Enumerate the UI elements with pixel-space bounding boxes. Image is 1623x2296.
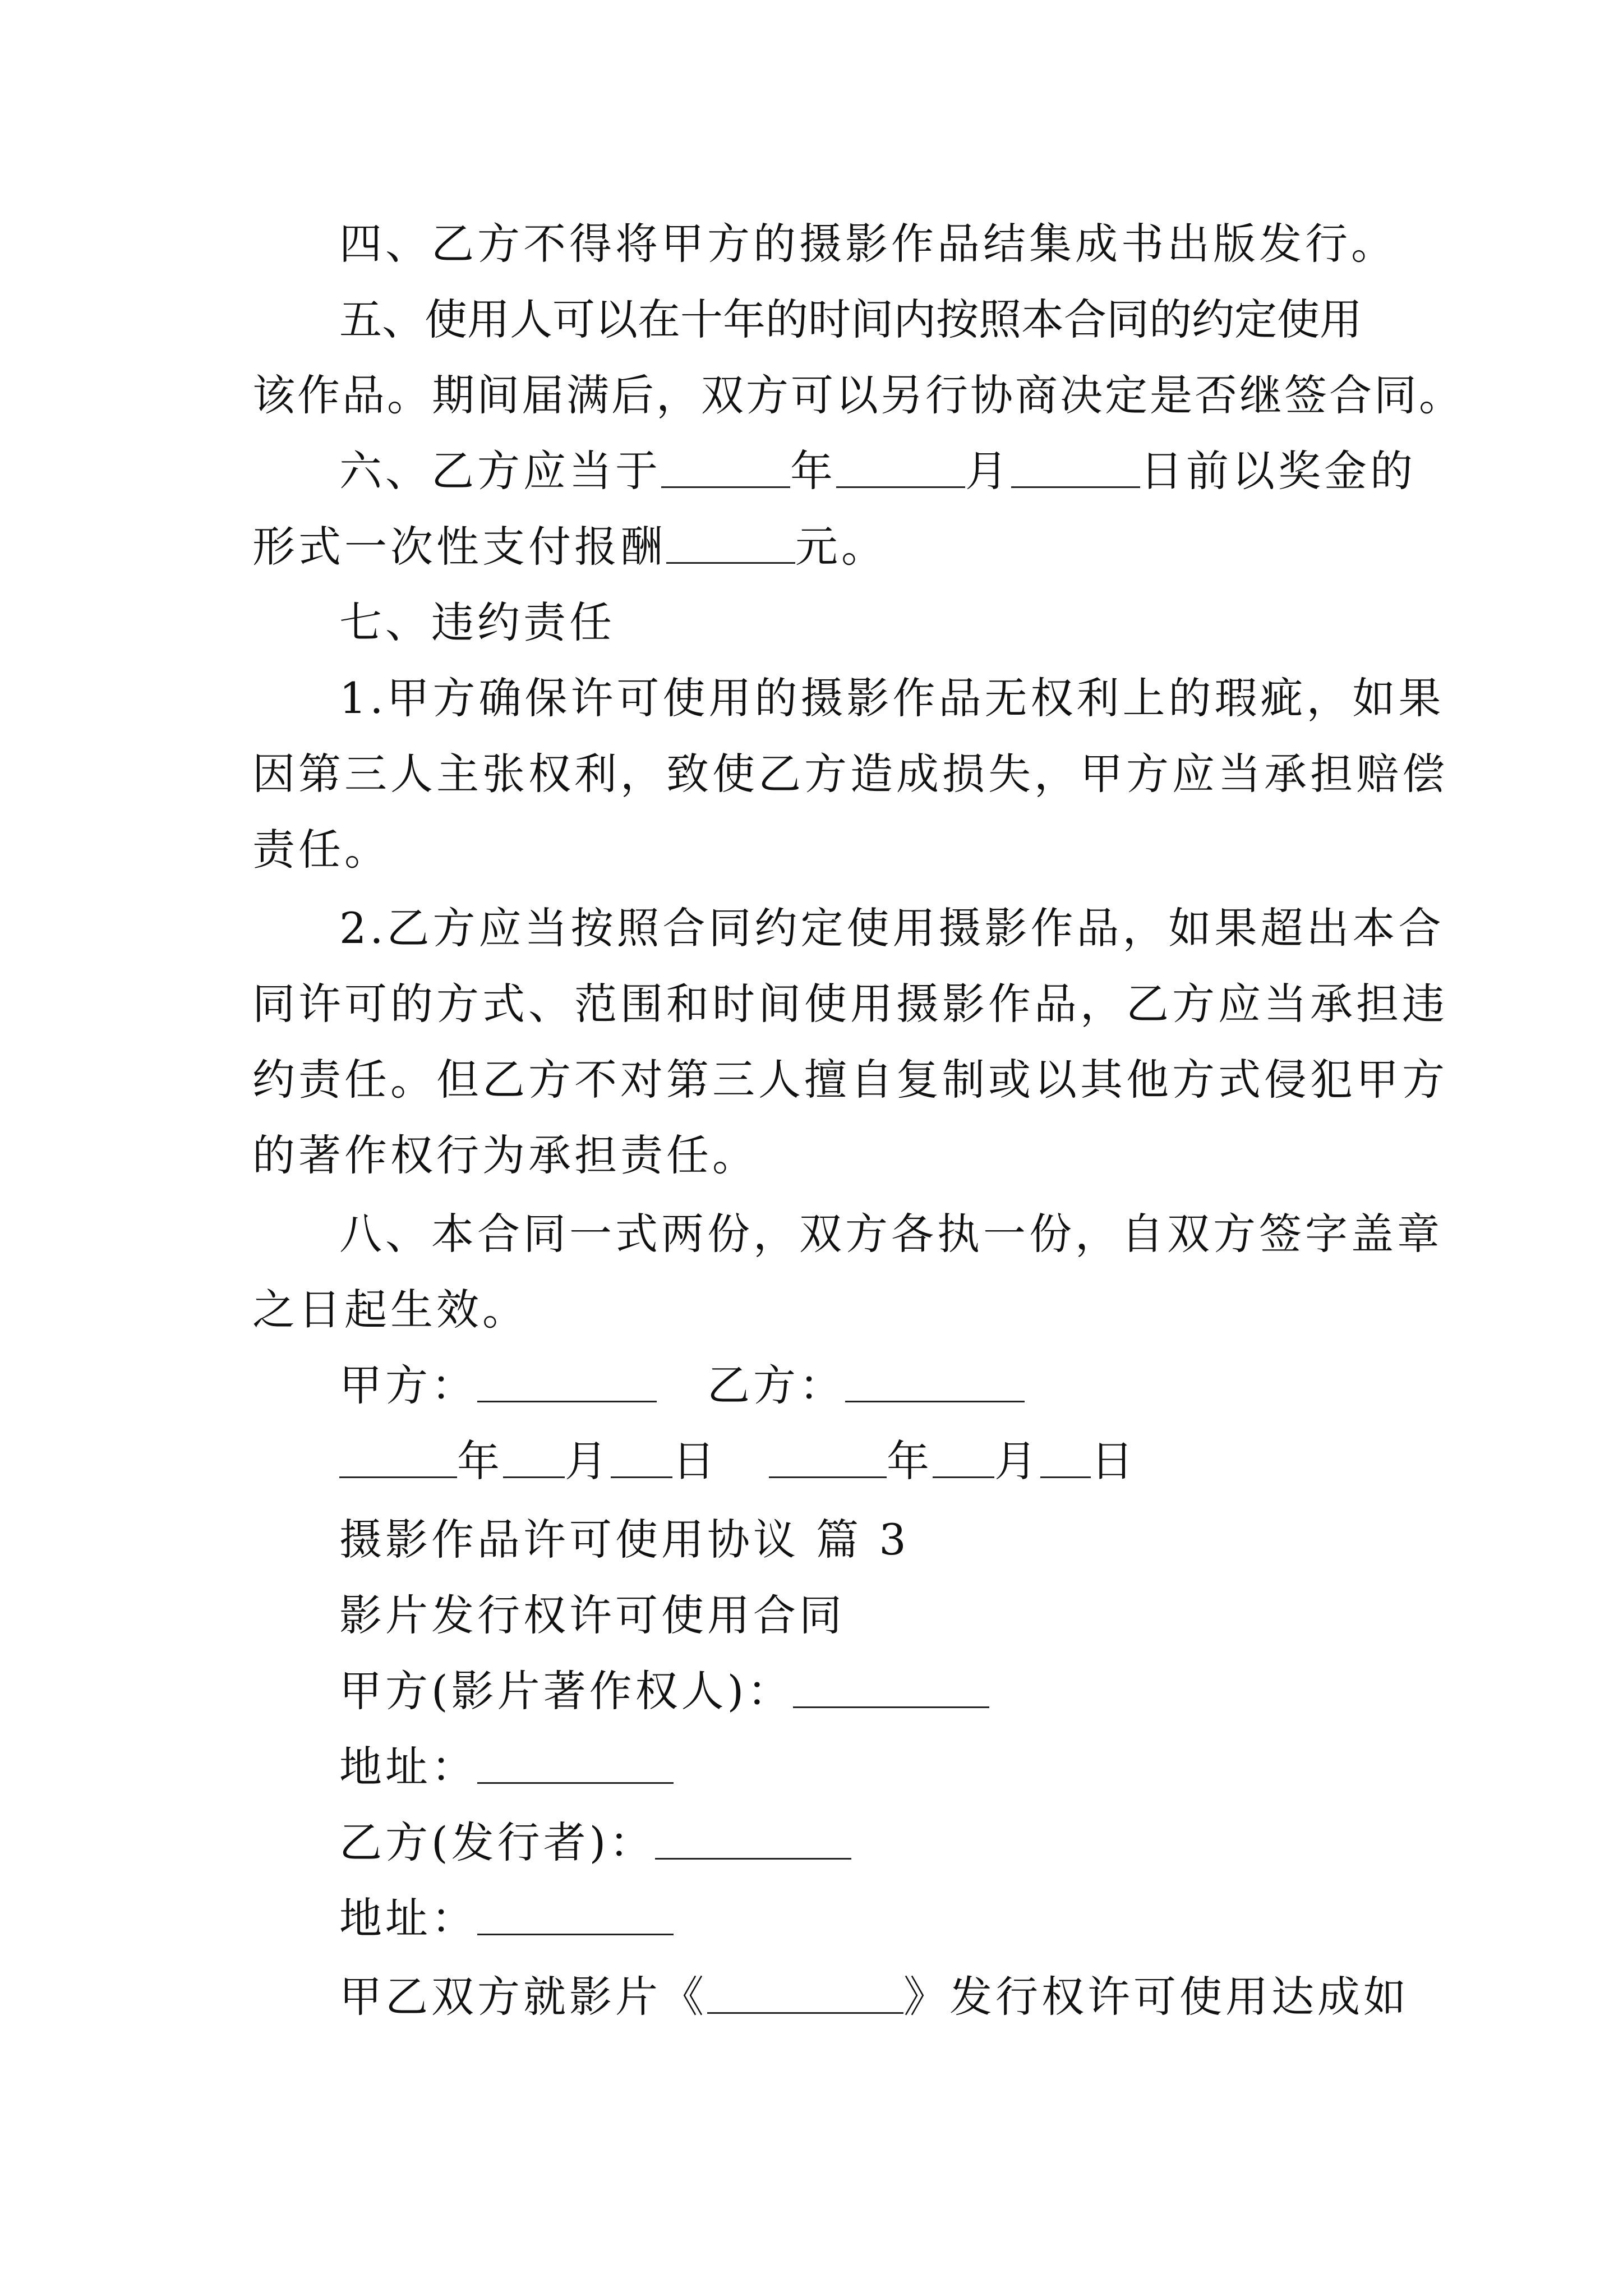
- party-b-label: 乙方：: [707, 1360, 845, 1410]
- party-b-blank: [845, 1358, 1025, 1402]
- party-b-distributor-label: 乙方(发行者)：: [339, 1818, 656, 1867]
- month-label: 月: [965, 446, 1011, 496]
- party-b-month-blank: [933, 1434, 994, 1478]
- clause-6-text-a: 六、乙方应当于: [339, 446, 661, 496]
- party-a-address-line: [339, 1728, 1391, 1806]
- clause-5-text: 五、使用人可以在十年的时间内按照本合同的约定使用: [339, 295, 1362, 344]
- agreement-intro-line: [339, 1958, 1409, 2036]
- clause-7-2-line-4: 的著作权行为承担责任。: [252, 1130, 758, 1180]
- address-label: 地址：: [339, 1742, 477, 1792]
- clause-7-2-line-3: 约责任。但乙方不对第三人擅自复制或以其他方式侵犯甲方: [252, 1055, 1448, 1105]
- clause-8-line-2: 之日起生效。: [252, 1285, 528, 1335]
- party-b-address-line: [339, 1879, 1391, 1958]
- year-label: 年: [790, 446, 836, 496]
- contract-title: 影片发行权许可使用合同: [339, 1590, 845, 1640]
- day-blank: [1011, 444, 1140, 488]
- signature-dates: [339, 1422, 1391, 1501]
- party-a-month-blank: [503, 1434, 565, 1478]
- party-a-copyright-label: 甲方(影片著作权人)：: [339, 1666, 794, 1716]
- party-b-name-blank: [655, 1815, 851, 1860]
- party-a-line: [339, 1652, 1391, 1731]
- clause-7-2-line-2: 同许可的方式、范围和时间使用摄影作品，乙方应当承担违: [252, 979, 1448, 1029]
- signature-parties: [339, 1346, 1391, 1425]
- clause-7-title: 七、违约责任: [339, 597, 615, 647]
- clause-6-text-d: 元。: [795, 522, 887, 572]
- clause-6-line-2: [252, 508, 1391, 586]
- party-b-day-blank: [1040, 1434, 1091, 1478]
- film-title-blank: [707, 1970, 903, 2014]
- clause-7-1-line-2: 因第三人主张权利，致使乙方造成损失，甲方应当承担赔偿: [252, 749, 1448, 799]
- clause-7-1-line-1: 1.甲方确保许可使用的摄影作品无权利上的瑕疵，如果: [339, 673, 1445, 723]
- address-label: 地址：: [339, 1893, 477, 1943]
- clause-6-text-c: 形式一次性支付报酬: [252, 522, 666, 572]
- clause-5-line-2: 该作品。期间届满后，双方可以另行协商决定是否继签合同。: [252, 370, 1464, 420]
- party-b-year-label: 年: [887, 1436, 933, 1486]
- party-a-address-blank: [477, 1740, 674, 1784]
- section-3-heading: 摄影作品许可使用协议 篇 3: [339, 1515, 910, 1565]
- clause-7-1-line-3: 责任。: [252, 825, 390, 875]
- clause-6-text-b: 日前以奖金的: [1140, 446, 1416, 496]
- clause-6-line-1: [339, 432, 1416, 510]
- party-a-day-label: 日: [672, 1436, 718, 1486]
- clause-5-line-1: [339, 280, 1391, 359]
- clause-4: 四、乙方不得将甲方的摄影作品结集成书出版发行。: [339, 219, 1397, 269]
- month-blank: [836, 444, 965, 488]
- party-a-label: 甲方：: [339, 1360, 477, 1410]
- clause-8-line-1: 八、本合同一式两份，双方各执一份，自双方签字盖章: [339, 1209, 1443, 1259]
- party-a-day-blank: [611, 1434, 672, 1478]
- party-b-day-label: 日: [1091, 1436, 1137, 1486]
- payment-blank: [666, 519, 795, 564]
- party-b-year-blank: [769, 1434, 887, 1478]
- party-a-name-blank: [793, 1664, 989, 1708]
- agreement-intro-a: 甲乙双方就影片《: [339, 1972, 707, 2022]
- party-b-month-label: 月: [994, 1436, 1040, 1486]
- party-a-blank: [477, 1358, 657, 1402]
- year-blank: [661, 444, 790, 488]
- party-a-year-label: 年: [457, 1436, 503, 1486]
- agreement-intro-b: 》发行权许可使用达成如: [903, 1972, 1409, 2022]
- party-a-month-label: 月: [565, 1436, 611, 1486]
- clause-7-2-line-1: 2.乙方应当按照合同约定使用摄影作品，如果超出本合: [339, 903, 1445, 953]
- party-b-address-blank: [477, 1891, 674, 1935]
- party-a-year-blank: [339, 1434, 457, 1478]
- party-b-line: [339, 1803, 1391, 1882]
